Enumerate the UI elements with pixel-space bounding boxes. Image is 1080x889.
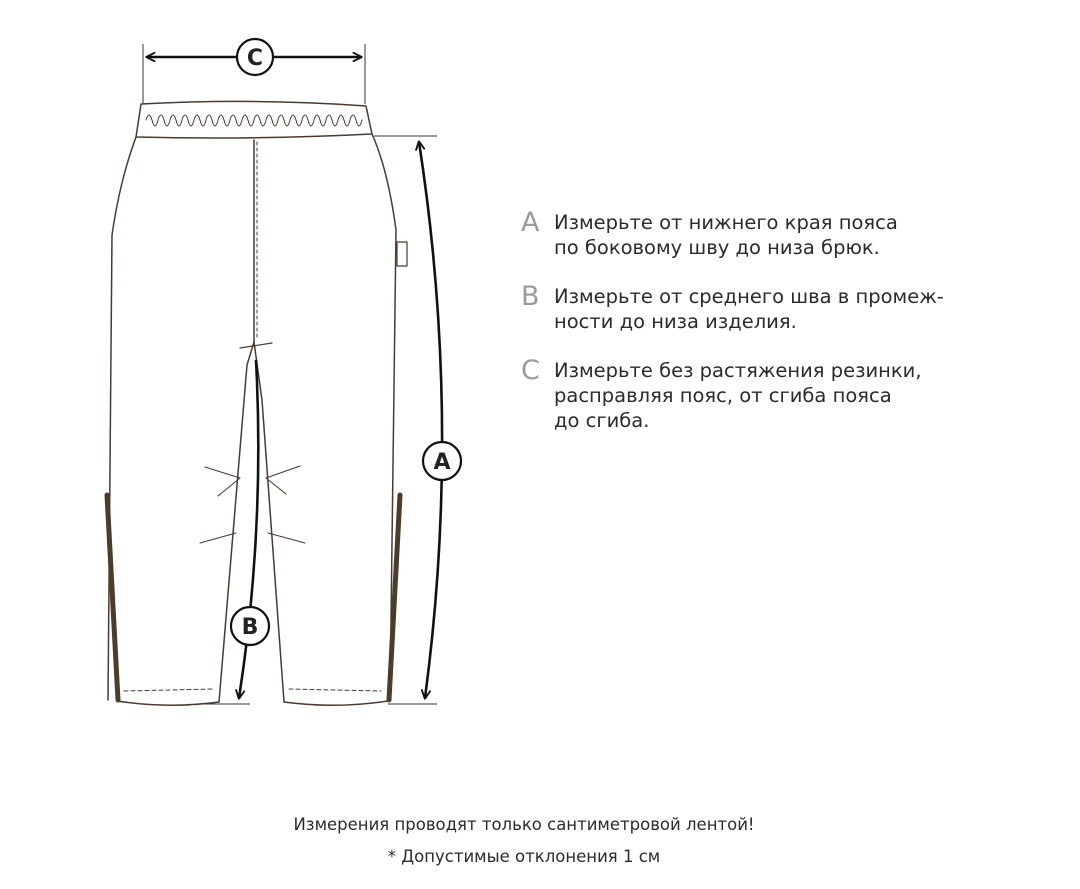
footer-tolerance: * Допустимые отклонения 1 см: [387, 847, 661, 866]
knee-dart-right-lower: [268, 533, 305, 543]
measurement-instructions: [521, 207, 1061, 457]
instruction-a-text: Измерьте от нижнего края пояса по боковому шву до низа брюк.: [554, 211, 898, 259]
marker-b: [231, 607, 269, 645]
instruction-b: [521, 281, 1061, 334]
arrow-b: [239, 360, 258, 698]
instruction-a-letter: A: [521, 207, 540, 238]
marker-a: [423, 442, 461, 480]
knee-dart-right-upper: [266, 466, 300, 494]
right-hem-stitch: [289, 689, 381, 691]
right-hem: [284, 701, 388, 705]
crotch-line: [240, 343, 272, 348]
arrow-a: [419, 142, 442, 698]
left-hem-stitch: [124, 689, 214, 691]
knee-dart-left-lower: [200, 533, 236, 543]
instruction-c-letter: C: [521, 355, 540, 386]
instruction-a: [521, 207, 1061, 260]
marker-b-label: B: [241, 615, 259, 640]
left-hem: [117, 701, 219, 705]
instruction-b-letter: B: [521, 281, 540, 312]
instruction-c: [521, 355, 1061, 433]
side-tab: [397, 242, 407, 266]
instruction-b-text: Измерьте от среднего шва в промеж- ности до низа изделия.: [554, 285, 944, 333]
marker-a-label: A: [433, 450, 451, 475]
knee-dart-left-upper: [205, 467, 240, 496]
footer-note: Измерения проводят только сантиметровой лентой!: [293, 815, 755, 834]
marker-c: [237, 39, 273, 75]
marker-c-label: C: [246, 46, 264, 71]
left-inseam: [219, 342, 254, 702]
instruction-c-text: Измерьте без растяжения резинки, расправляя пояс, от сгиба пояса до сгиба.: [554, 359, 922, 432]
